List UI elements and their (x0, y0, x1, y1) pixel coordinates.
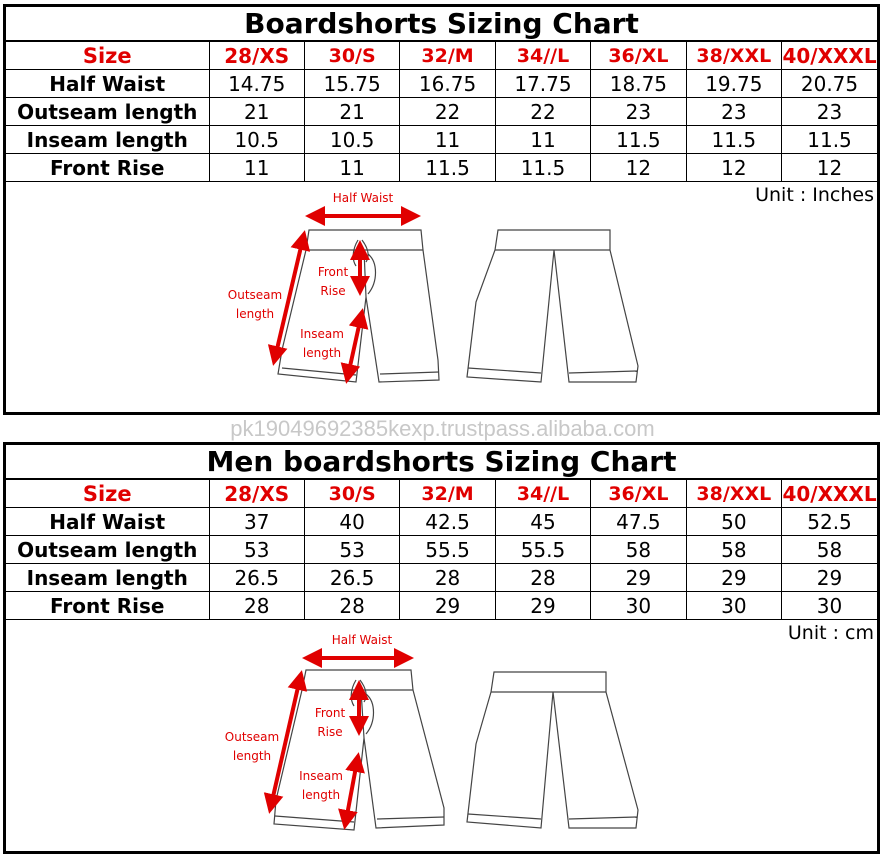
row-label: Inseam length (6, 126, 209, 154)
size-table (6, 42, 877, 182)
sizing-chart-inches (3, 4, 880, 415)
size-cell: 34//L (495, 42, 590, 70)
value-cell: 18.75 (591, 70, 686, 98)
row-label: Front Rise (6, 154, 209, 182)
value-cell: 21 (304, 98, 399, 126)
value-cell: 58 (782, 536, 877, 564)
table-row (6, 508, 877, 536)
row-label: Inseam length (6, 564, 209, 592)
size-cell: 38/XXL (686, 42, 781, 70)
value-cell: 29 (591, 564, 686, 592)
outseam-label: length (235, 307, 275, 321)
value-cell: 26.5 (304, 564, 399, 592)
sizing-chart-cm (3, 442, 880, 854)
size-cell: 36/XL (591, 42, 686, 70)
value-cell: 17.75 (495, 70, 590, 98)
value-cell: 11 (304, 154, 399, 182)
size-cell: 38/XXL (686, 480, 781, 508)
value-cell: 22 (495, 98, 590, 126)
value-cell: 10.5 (304, 126, 399, 154)
size-header-row (6, 480, 877, 508)
watermark-text: pk19049692385kexp.trustpass.alibaba.com (230, 416, 655, 441)
outseam-label: Outseam (227, 288, 283, 302)
table-row (6, 564, 877, 592)
size-cell: 28/XS (209, 42, 304, 70)
value-cell: 23 (782, 98, 877, 126)
value-cell: 22 (400, 98, 495, 126)
value-cell: 45 (495, 508, 590, 536)
row-label: Outseam length (6, 98, 209, 126)
size-label: Size (6, 480, 209, 508)
table-row (6, 126, 877, 154)
value-cell: 58 (591, 536, 686, 564)
size-cell: 28/XS (209, 480, 304, 508)
inseam-label: Inseam (300, 327, 344, 341)
half-waist-label: Half Waist (332, 191, 394, 205)
front-rise-label: Rise (317, 725, 343, 739)
front-rise-label: Front (317, 265, 349, 279)
value-cell: 53 (304, 536, 399, 564)
shorts-back-drawing (467, 672, 638, 828)
value-cell: 23 (686, 98, 781, 126)
table-row (6, 70, 877, 98)
unit-label: Unit : cm (787, 622, 874, 644)
value-cell: 11.5 (686, 126, 781, 154)
value-cell: 40 (304, 508, 399, 536)
value-cell: 50 (686, 508, 781, 536)
table-row (6, 154, 877, 182)
measurement-figure (6, 182, 877, 418)
value-cell: 19.75 (686, 70, 781, 98)
size-cell: 36/XL (591, 480, 686, 508)
value-cell: 12 (782, 154, 877, 182)
outseam-label: length (232, 749, 272, 763)
value-cell: 37 (209, 508, 304, 536)
value-cell: 10.5 (209, 126, 304, 154)
inseam-label: length (301, 788, 341, 802)
size-cell: 40/XXXL (782, 43, 877, 68)
value-cell: 12 (686, 154, 781, 182)
value-cell: 20.75 (782, 70, 877, 98)
value-cell: 12 (591, 154, 686, 182)
measurement-figure (6, 620, 877, 856)
value-cell: 29 (495, 592, 590, 620)
value-cell: 52.5 (782, 508, 877, 536)
value-cell: 28 (495, 564, 590, 592)
value-cell: 42.5 (400, 508, 495, 536)
row-label: Outseam length (6, 536, 209, 564)
chart-title: Men boardshorts Sizing Chart (6, 445, 877, 480)
front-rise-label: Rise (320, 284, 346, 298)
front-rise-label: Front (314, 706, 346, 720)
half-waist-label: Half Waist (331, 633, 393, 647)
shorts-back-drawing (467, 230, 638, 382)
inseam-label: length (302, 346, 342, 360)
value-cell: 53 (209, 536, 304, 564)
row-label: Front Rise (6, 592, 209, 620)
value-cell: 29 (686, 564, 781, 592)
size-header-row (6, 42, 877, 70)
size-table (6, 480, 877, 620)
value-cell: 29 (782, 564, 877, 592)
size-cell: 30/S (304, 42, 399, 70)
size-label: Size (6, 42, 209, 70)
shorts-diagram (6, 182, 877, 418)
shorts-diagram (6, 620, 877, 856)
value-cell: 28 (304, 592, 399, 620)
value-cell: 30 (686, 592, 781, 620)
value-cell: 47.5 (591, 508, 686, 536)
value-cell: 26.5 (209, 564, 304, 592)
value-cell: 16.75 (400, 70, 495, 98)
chart-title: Boardshorts Sizing Chart (6, 7, 877, 42)
size-cell: 34//L (495, 480, 590, 508)
value-cell: 28 (209, 592, 304, 620)
size-cell: 40/XXXL (782, 481, 877, 506)
value-cell: 23 (591, 98, 686, 126)
value-cell: 11.5 (591, 126, 686, 154)
value-cell: 11.5 (782, 126, 877, 154)
size-cell: 32/M (400, 480, 495, 508)
value-cell: 11.5 (400, 154, 495, 182)
value-cell: 15.75 (304, 70, 399, 98)
value-cell: 58 (686, 536, 781, 564)
value-cell: 28 (400, 564, 495, 592)
value-cell: 55.5 (495, 536, 590, 564)
table-row (6, 98, 877, 126)
outseam-label: Outseam (224, 730, 280, 744)
value-cell: 11 (209, 154, 304, 182)
table-row (6, 592, 877, 620)
row-label: Half Waist (6, 70, 209, 98)
value-cell: 30 (591, 592, 686, 620)
value-cell: 55.5 (400, 536, 495, 564)
value-cell: 30 (782, 592, 877, 620)
value-cell: 11.5 (495, 154, 590, 182)
value-cell: 11 (495, 126, 590, 154)
value-cell: 21 (209, 98, 304, 126)
value-cell: 11 (400, 126, 495, 154)
inseam-label: Inseam (299, 769, 343, 783)
unit-label: Unit : Inches (755, 184, 874, 206)
size-cell: 32/M (400, 42, 495, 70)
size-cell: 30/S (304, 480, 399, 508)
value-cell: 29 (400, 592, 495, 620)
value-cell: 14.75 (209, 70, 304, 98)
row-label: Half Waist (6, 508, 209, 536)
table-row (6, 536, 877, 564)
